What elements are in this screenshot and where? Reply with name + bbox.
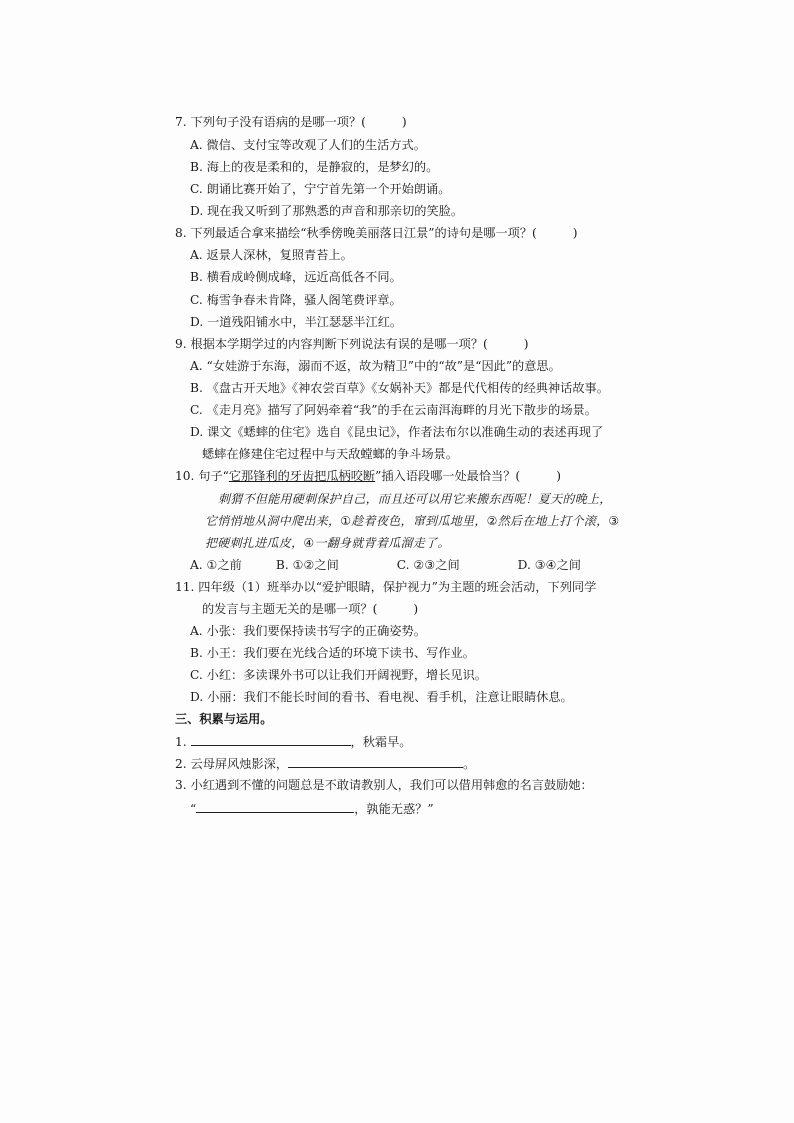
q9-option-b: B. 《盘古开天地》《神农尝百草》《女娲补天》都是代代相传的经典神话故事。 bbox=[190, 381, 609, 395]
fill-blank[interactable] bbox=[288, 755, 463, 768]
q10-option-b: B. ①②之间 bbox=[275, 558, 339, 572]
q10-option-a: A. ①之前 bbox=[190, 558, 242, 572]
q9-option-d: D. 课文《蟋蟀的住宅》选自《昆虫记》，作者法布尔以准确生动的表述再现了 bbox=[190, 425, 604, 439]
q11-option-c: C. 小红：多读课外书可以让我们开阔视野，增长见识。 bbox=[190, 668, 487, 682]
q10-quoted-sentence: 它那锋利的牙齿把瓜柄咬断 bbox=[228, 469, 376, 483]
q11-option-d: D. 小丽：我们不能长时间的看书、看电视、看手机，注意让眼睛休息。 bbox=[190, 690, 573, 704]
q7-stem: 7. 下列句子没有语病的是哪一项？( ) bbox=[175, 115, 407, 129]
q8-option-c: C. 梅雪争春未肯降，骚人阁笔费评章。 bbox=[190, 293, 402, 307]
fill-item-3: 3. 小红遇到不懂的问题总是不敢请教别人，我们可以借用韩愈的名言鼓励她： bbox=[175, 778, 593, 792]
q10-passage-line-1: 刺猬不但能用硬刺保护自己，而且还可以用它来搬东西呢！夏天的晚上， bbox=[218, 492, 612, 506]
q9-option-c: C. 《走月亮》描写了阿妈牵着“我”的手在云南洱海畔的月光下散步的场景。 bbox=[190, 403, 597, 417]
fill-blank[interactable] bbox=[196, 800, 354, 813]
q10-option-c: C. ②③之间 bbox=[396, 558, 460, 572]
q10-options bbox=[190, 557, 581, 573]
q7-option-d: D. 现在我又听到了那熟悉的声音和那亲切的笑脸。 bbox=[190, 204, 464, 218]
q11-stem-continued: 的发言与主题无关的是哪一项？( ) bbox=[202, 602, 419, 616]
q8-stem: 8. 下列最适合拿来描绘“秋季傍晚美丽落日江景”的诗句是哪一项？( ) bbox=[175, 226, 578, 240]
fill-item-3-answer: “ ，孰能无惑？” bbox=[190, 802, 434, 816]
q7-option-a: A. 微信、支付宝等改观了人们的生活方式。 bbox=[190, 138, 426, 152]
q8-option-b: B. 横看成岭侧成峰，远近高低各不同。 bbox=[190, 270, 402, 284]
q10-passage-line-3: 把硬刺扎进瓜皮，④一翻身就背着瓜溜走了。 bbox=[205, 536, 450, 550]
section-title: 三、积累与运用。 bbox=[175, 712, 273, 726]
q10-passage-line-2: 它悄悄地从洞中爬出来，①趁着夜色，窜到瓜地里，②然后在地上打个滚，③ bbox=[205, 514, 620, 528]
q9-option-d-continued: 蟋蟀在修建住宅过程中与天敌螳螂的争斗场景。 bbox=[202, 447, 458, 461]
q8-option-a: A. 返景人深林，复照青苔上。 bbox=[190, 248, 353, 262]
q11-option-a: A. 小张：我们要保持读书写字的正确姿势。 bbox=[190, 624, 426, 638]
q10-option-d: D. ③④之间 bbox=[517, 558, 581, 572]
fill-item-1: 1. ，秋霜早。 bbox=[175, 735, 412, 749]
q7-option-c: C. 朗诵比赛开始了，宁宁首先第一个开始朗诵。 bbox=[190, 182, 451, 196]
q7-option-b: B. 海上的夜是柔和的，是静寂的，是梦幻的。 bbox=[190, 160, 439, 174]
q9-option-a: A. “女娃游于东海，溺而不返，故为精卫”中的“故”是“因此”的意思。 bbox=[190, 359, 561, 373]
q9-stem: 9. 根据本学期学过的内容判断下列说法有误的是哪一项？( ) bbox=[175, 337, 529, 351]
q8-option-d: D. 一道残阳铺水中，半江瑟瑟半江红。 bbox=[190, 315, 403, 329]
fill-blank[interactable] bbox=[191, 733, 351, 746]
q11-stem: 11. 四年级（1）班举办以“爱护眼睛，保护视力”为主题的班会活动，下列同学 bbox=[175, 580, 597, 594]
fill-item-2: 2. 云母屏风烛影深， 。 bbox=[175, 757, 476, 771]
q10-stem: 10. 句子“它那锋利的牙齿把瓜柄咬断”插入语段哪一处最恰当？( ) bbox=[175, 469, 561, 483]
q11-option-b: B. 小王：我们要在光线合适的环境下读书、写作业。 bbox=[190, 646, 475, 660]
